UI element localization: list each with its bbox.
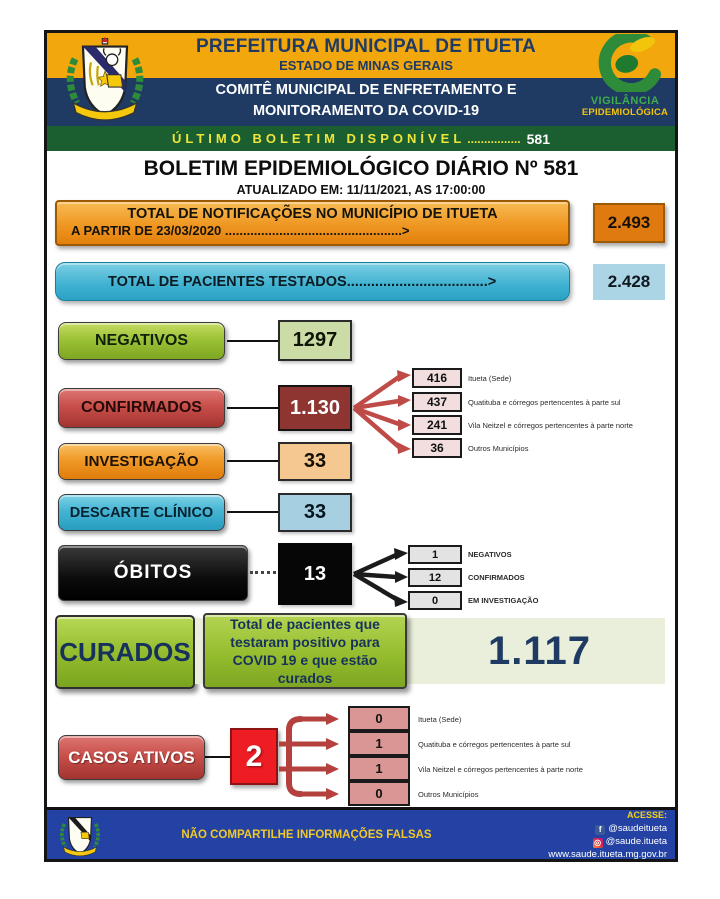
header-committee-line2: MONITORAMENTO DA COVID-19	[252, 103, 480, 119]
casos-ativos-detail-label: Quatituba e córregos pertencentes à parte sul	[418, 740, 571, 749]
investigacao-connector-line	[227, 460, 278, 462]
logo-text-line1: VIGILÂNCIA	[590, 95, 660, 107]
casos-ativos-button: CASOS ATIVOS	[58, 735, 205, 780]
footer-access-label: ACESSE:	[626, 809, 667, 820]
obitos-detail-label: EM INVESTIGAÇÃO	[468, 596, 539, 605]
city-coat-of-arms-icon	[61, 36, 149, 124]
descarte-clinico-button: DESCARTE CLÍNICO	[58, 494, 225, 531]
casos-ativos-detail-label: Vila Neitzel e córregos pertencentes à parte norte	[418, 765, 583, 774]
confirmados-value: 1.130	[278, 385, 352, 431]
casos-ativos-connector-line	[205, 756, 230, 758]
curados-button: CURADOS	[55, 615, 195, 689]
facebook-icon: f	[595, 825, 605, 835]
investigacao-value: 33	[278, 442, 352, 481]
total-tested-bar: TOTAL DE PACIENTES TESTADOS...................................>	[55, 262, 570, 301]
obitos-button: ÓBITOS	[58, 545, 248, 601]
total-notifications-line1: TOTAL DE NOTIFICAÇÕES NO MUNICÍPIO DE ITUETA	[127, 206, 498, 222]
page-title: BOLETIM EPIDEMIOLÓGICO DIÁRIO Nº 581	[143, 157, 579, 180]
descarte-clinico-connector-line	[227, 511, 278, 513]
confirmados-detail-value: 437	[412, 392, 462, 412]
casos-ativos-detail-value: 0	[348, 706, 410, 731]
casos-ativos-bracket-arrows-icon	[279, 703, 351, 815]
header-municipality-title: PREFEITURA MUNICIPAL DE ITUETA	[196, 36, 536, 57]
negativos-button: NEGATIVOS	[58, 322, 225, 360]
investigacao-button: INVESTIGAÇÃO	[58, 443, 225, 480]
casos-ativos-detail-label: Outros Municípios	[418, 790, 479, 799]
obitos-connector-line	[250, 571, 276, 574]
footer-instagram-link[interactable]: ◎ @saude.itueta	[594, 835, 667, 847]
negativos-value: 1297	[278, 320, 352, 361]
descarte-clinico-value: 33	[278, 493, 352, 532]
obitos-detail-value: 0	[408, 591, 462, 610]
latest-bulletin-number: 581	[526, 130, 550, 147]
total-notifications-value: 2.493	[593, 203, 665, 243]
obitos-detail-label: NEGATIVOS	[468, 550, 512, 559]
total-tested-value: 2.428	[593, 264, 665, 300]
footer-website-link[interactable]: www.saude.itueta.mg.gov.br	[548, 848, 667, 860]
negativos-connector-line	[227, 340, 278, 342]
total-notifications-line2: A PARTIR DE 23/03/2020 .................................................>	[71, 223, 410, 238]
obitos-value: 13	[278, 543, 352, 605]
header-state-subtitle: ESTADO DE MINAS GERAIS	[279, 58, 453, 73]
obitos-fan-arrows-icon	[353, 538, 411, 618]
obitos-detail-value: 1	[408, 545, 462, 564]
confirmados-detail-value: 36	[412, 438, 462, 458]
confirmados-detail-value: 416	[412, 368, 462, 388]
casos-ativos-detail-value: 1	[348, 731, 410, 756]
curados-description: Total de pacientes que testaram positivo para COVID 19 e que estão curados	[203, 613, 407, 689]
footer-warning-text: NÃO COMPARTILHE INFORMAÇÕES FALSAS	[181, 828, 432, 841]
latest-bulletin-label: ÚLTIMO BOLETIM DISPONÍVEL	[171, 131, 466, 146]
footer-coat-of-arms-icon	[57, 812, 103, 858]
confirmados-fan-arrows-icon	[353, 363, 415, 455]
instagram-icon: ◎	[594, 837, 602, 847]
header-committee-line1: COMITÊ MUNICIPAL DE ENFRETAMENTO E	[215, 82, 517, 98]
confirmados-connector-line	[227, 407, 278, 409]
latest-bulletin-dots: ................	[467, 131, 521, 146]
obitos-detail-label: CONFIRMADOS	[468, 573, 525, 582]
obitos-detail-value: 12	[408, 568, 462, 587]
casos-ativos-value: 2	[230, 728, 278, 785]
confirmados-detail-label: Quatituba e córregos pertencentes à parte sul	[468, 398, 621, 407]
confirmados-detail-label: Vila Neitzel e córregos pertencentes à parte norte	[468, 421, 633, 430]
confirmados-button: CONFIRMADOS	[58, 388, 225, 428]
updated-timestamp: ATUALIZADO EM: 11/11/2021, AS 17:00:00	[236, 183, 486, 197]
logo-text-line2: EPIDEMIOLÓGICA	[581, 107, 669, 118]
curados-value: 1.117	[488, 628, 591, 673]
confirmados-detail-label: Itueta (Sede)	[468, 374, 512, 383]
casos-ativos-detail-value: 0	[348, 781, 410, 806]
total-notifications-bar	[55, 200, 570, 246]
latest-bulletin-banner	[47, 126, 675, 151]
epidemiological-surveillance-logo-icon	[581, 34, 669, 92]
footer-facebook-link[interactable]: f @saudeitueta	[500, 822, 667, 835]
confirmados-detail-label: Outros Municípios	[468, 444, 529, 453]
confirmados-detail-value: 241	[412, 415, 462, 435]
bulletin-frame	[44, 30, 678, 862]
casos-ativos-detail-value: 1	[348, 756, 410, 781]
footer	[47, 807, 675, 859]
casos-ativos-detail-label: Itueta (Sede)	[418, 715, 462, 724]
